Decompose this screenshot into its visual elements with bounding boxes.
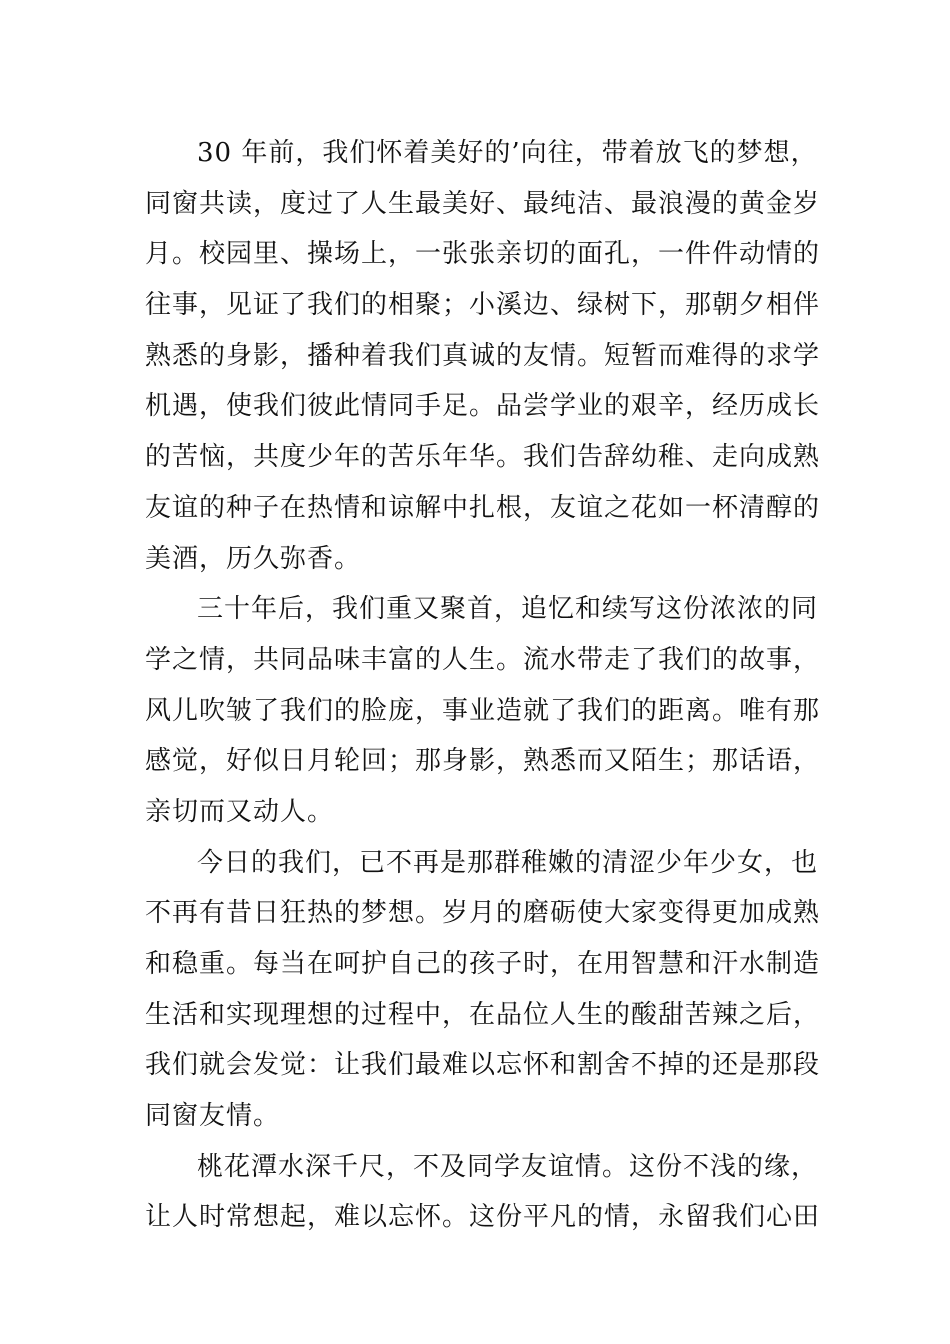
text-line: 同窗友情。 [145, 1101, 281, 1132]
text-line: 不再有昔日狂热的梦想。岁月的磨砺使大家变得更加成熟 [145, 898, 821, 929]
text-line: 月。校园里、操场上，一张张亲切的面孔，一件件动情的 [145, 239, 821, 270]
text-line: 30 年前，我们怀着美好的’向往，带着放飞的梦想， [197, 138, 818, 168]
document-body [145, 128, 821, 1243]
text-line: 感觉，好似日月轮回；那身影，熟悉而又陌生；那话语， [145, 746, 821, 777]
text-line: 风儿吹皱了我们的脸庞，事业造就了我们的距离。唯有那 [145, 695, 821, 726]
text-line: 今日的我们，已不再是那群稚嫩的清涩少年少女，也 [197, 847, 819, 878]
text-line: 熟悉的身影，播种着我们真诚的友情。短暂而难得的求学 [145, 340, 821, 371]
text-line: 让人时常想起，难以忘怀。这份平凡的情，永留我们心田 [145, 1202, 821, 1233]
text-line: 美酒，历久弥香。 [145, 543, 362, 574]
text-line: 友谊的种子在热情和谅解中扎根，友谊之花如一杯清醇的 [145, 492, 821, 523]
text-line: 机遇，使我们彼此情同手足。品尝学业的艰辛，经历成长 [145, 391, 821, 422]
text-line: 桃花潭水深千尺，不及同学友谊情。这份不浅的缘， [197, 1151, 819, 1182]
paragraph-2 [145, 584, 821, 837]
text-line: 的苦恼，共度少年的苦乐年华。我们告辞幼稚、走向成熟 [145, 442, 821, 473]
paragraph-1 [145, 128, 821, 584]
paragraph-3 [145, 838, 821, 1142]
text-line: 亲切而又动人。 [145, 796, 335, 827]
text-line: 同窗共读，度过了人生最美好、最纯洁、最浪漫的黄金岁 [145, 188, 821, 219]
text-line: 我们就会发觉：让我们最难以忘怀和割舍不掉的还是那段 [145, 1050, 821, 1081]
text-line: 生活和实现理想的过程中，在品位人生的酸甜苦辣之后， [145, 999, 821, 1030]
text-line: 三十年后，我们重又聚首，追忆和续写这份浓浓的同 [197, 594, 819, 625]
paragraph-4 [145, 1142, 821, 1243]
text-line: 和稳重。每当在呵护自己的孩子时，在用智慧和汗水制造 [145, 949, 821, 979]
text-line: 学之情，共同品味丰富的人生。流水带走了我们的故事， [145, 644, 821, 675]
text-line: 往事，见证了我们的相聚；小溪边、绿树下，那朝夕相伴 [145, 290, 821, 321]
